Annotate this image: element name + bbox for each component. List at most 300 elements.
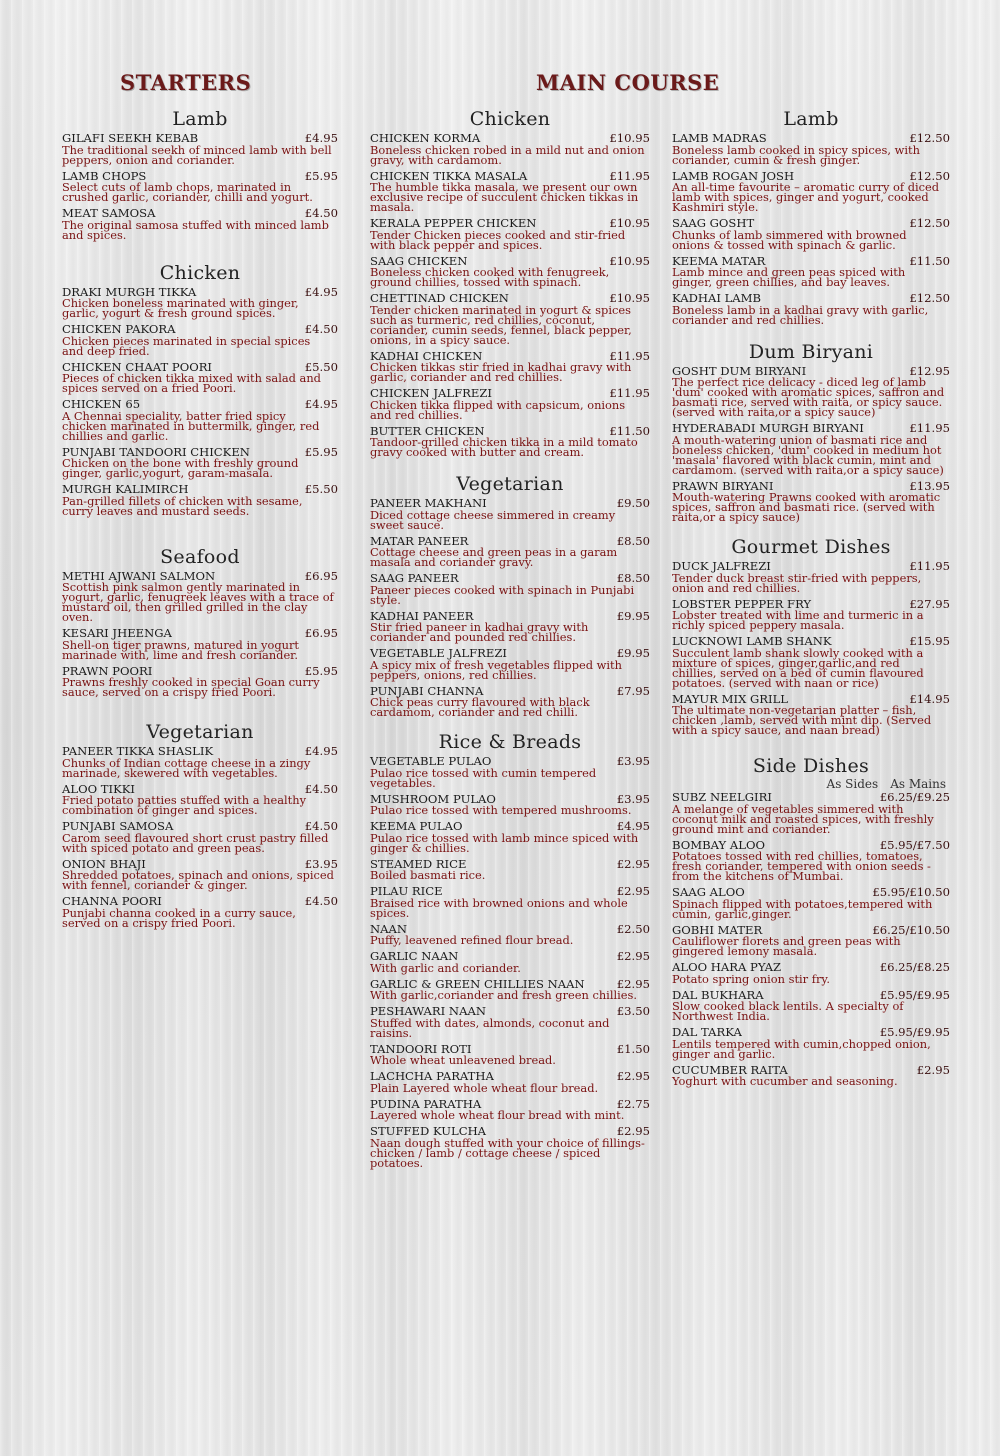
menu-item-description: Boneless lamb in a kadhai gravy with garlic, coriander and red chillies. [672,302,929,327]
menu-item-name: VEGETABLE JALFREZI [370,646,507,660]
menu-item-price: £4.50 [304,894,338,908]
menu-item [672,1064,950,1087]
menu-item [62,820,338,853]
menu-item [672,839,950,882]
menu-item [62,783,338,816]
starters-column [62,60,338,933]
menu-item-price: £4.95 [304,284,338,299]
menu-item-name: DAL TARKA [672,1025,742,1039]
menu-item-header [672,480,950,493]
menu-item-name: PUDINA PARATHA [370,1096,482,1111]
menu-item-header [370,350,650,363]
menu-item [672,217,950,250]
menu-item [62,170,338,203]
menu-item-price: £11.95 [609,168,650,183]
menu-item [672,560,950,593]
menu-item [370,350,650,383]
menu-item [672,365,950,418]
menu-item-name: KADHAI CHICKEN [370,348,483,363]
menu-item-header [370,978,650,991]
menu-item-name: PUNJABI SAMOSA [62,819,174,833]
menu-item-price: £15.95 [909,634,950,648]
menu-item [370,950,650,973]
menu-item-name: STEAMED RICE [370,856,467,871]
menu-item [370,425,650,458]
menu-item [672,791,950,834]
menu-item-description: Shredded potatoes, spinach and onions, spiced with fennel, coriander & ginger. [62,868,334,892]
menu-item-name: BUTTER CHICKEN [370,423,485,438]
menu-item-header [370,1043,650,1056]
menu-item-description: Boneless chicken cooked with fenugreek, ground chillies, tossed with spinach. [370,265,610,289]
menu-item-description: The ultimate non-vegetarian platter – fish, chicken ,lamb, served with mint dip. (Served with a spicy sauce, and naan bread) [672,703,932,737]
menu-item-header [370,387,650,400]
menu-item-header [370,610,650,623]
menu-item-header [62,745,338,758]
section-title: Lamb [172,108,228,130]
menu-item-name: PUNJABI TANDOORI CHICKEN [62,444,250,459]
menu-item-header [672,791,950,804]
menu-item-header [62,207,338,220]
menu-item-price: £10.95 [609,253,650,268]
menu-item-price: £13.95 [909,478,950,493]
menu-section-chicken [370,108,650,457]
menu-item [370,132,650,165]
menu-section-vegetarian [62,721,338,928]
section-price-columns [672,777,946,791]
menu-item-description: Tandoor-grilled chicken tikka in a mild tomato gravy cooked with butter and cream. [370,435,638,459]
menu-item-header [672,217,950,230]
menu-item-price: £2.75 [616,1096,650,1111]
menu-item-name: STUFFED KULCHA [370,1124,487,1138]
section-title: Side Dishes [752,755,870,777]
menu-item [370,217,650,250]
section-title: Chicken [159,261,241,284]
menu-item-description: Chicken pieces marinated in special spices and deep fried. [62,333,311,358]
menu-item [62,446,338,479]
menu-item-header [62,446,338,459]
menu-item-description: A Chennai speciality, batter fried spicy chicken marinated in buttermilk, ginger, red chillies and garlic. [62,408,320,443]
menu-item [62,483,338,516]
menu-item-header [672,839,950,852]
menu-section-chicken [62,262,338,516]
menu-item-name: SAAG GOSHT [672,216,755,230]
section-title: Lamb [783,108,839,130]
menu-item-header [62,132,338,145]
menu-item-description: Spinach flipped with potatoes,tempered with cumin, garlic,ginger. [672,896,933,921]
menu-item-description: Puffy, leavened refined flour bread. [370,933,574,947]
menu-item-price: £7.95 [616,683,650,698]
as-sides-label: As Sides [826,777,879,791]
menu-item-name: ALOO HARA PYAZ [672,960,782,974]
menu-item-header [62,627,338,640]
menu-item [672,255,950,288]
menu-item-price: £5.95 [304,663,338,678]
menu-item-price: £4.95 [304,744,338,758]
menu-item-name: BOMBAY ALOO [672,837,765,852]
menu-item-header [672,292,950,305]
menu-item-header [370,1005,650,1018]
menu-item-header [62,361,338,374]
menu-item-name: KESARI JHEENGA [62,626,172,640]
menu-item-header [672,961,950,974]
menu-item-name: CHICKEN JALFREZI [370,386,492,400]
menu-item-name: PILAU RICE [370,884,443,898]
menu-item-description: Shell-on tiger prawns, matured in yogurt marinade with, lime and fresh coriander. [62,637,299,662]
section-title: Seafood [160,545,240,568]
menu-item-price: £5.95 [304,168,338,183]
menu-item-header [370,497,650,510]
section-title: Gourmet Dishes [731,536,891,558]
menu-item [370,292,650,345]
menu-item [62,627,338,660]
menu-item-description: Diced cottage cheese simmered in creamy sweet sauce. [370,507,616,532]
menu-item [370,1043,650,1066]
menu-item [62,570,338,623]
menu-item-name: MATAR PANEER [370,533,469,548]
menu-item [672,170,950,213]
menu-item-price: £6.95 [304,626,338,640]
menu-item-price: £11.95 [609,386,650,400]
menu-item [672,693,950,736]
menu-item-description: Cauliflower florets and green peas with gingered lemony masala. [672,934,901,958]
menu-item-price: £9.95 [616,608,650,623]
menu-item-price: £9.95 [616,646,650,660]
menu-item-header [370,1070,650,1083]
menu-item-description: An all-time favourite – aromatic curry of diced lamb with spices, ginger and yogurt, cooked Kashmiri style. [672,180,940,214]
menu-item-name: SAAG CHICKEN [370,253,468,268]
menu-item-header [62,895,338,908]
menu-item-description: A melange of vegetables simmered with coconut milk and roasted spices, with freshly ground mint and coriander. [672,801,934,836]
menu-item-description: Chicken boneless marinated with ginger, garlic, yogurt & fresh ground spices. [62,296,299,320]
menu-item-header [62,820,338,833]
menu-item-description: Potatoes tossed with red chillies, tomatoes, fresh coriander, tempered with onion seeds - from the kitchens of Mumbai. [672,849,931,883]
menu-item-price: £2.95 [616,884,650,898]
menu-item-price: £11.50 [609,423,650,438]
menu-item [370,685,650,718]
menu-item-description: Scottish pink salmon gently marinated in yogurt, garlic, fenugreek leaves with a trace of mustard oil, then grilled grilled in the clay oven. [62,580,334,624]
menu-item-description: Boiled basmati rice. [370,868,486,882]
menu-item [370,820,650,853]
menu-item-name: GARLIC NAAN [370,949,459,963]
menu-item-name: PESHAWARI NAAN [370,1004,486,1018]
menu-item-price: £6.25/£9.25 [879,790,950,804]
menu-item [370,1070,650,1093]
section-title: Rice & Breads [438,731,582,753]
menu-item-description: Mouth-watering Prawns cooked with aromatic spices, saffron and basmati rice. (served with raita,or a spicy sauce) [672,490,941,524]
menu-item-name: MURGH KALIMIRCH [62,482,189,496]
menu-item-header [370,1098,650,1111]
menu-item-name: GILAFI SEEKH KEBAB [62,131,199,145]
menu-item-description: Lobster treated with lime and turmeric in a richly spiced peppery masala. [672,608,924,632]
menu-item-name: PANEER MAKHANI [370,496,487,510]
menu-item-price: £9.50 [616,496,650,510]
menu-item-description: Chicken on the bone with freshly ground ginger, garlic,yogurt, garam-masala. [62,456,299,480]
menu-item-header [370,885,650,898]
menu-item-header [672,1026,950,1039]
menu-item-name: PRAWN BIRYANI [672,478,774,493]
menu-item-description: Prawns freshly cooked in special Goan curry sauce, served on a crispy fried Poori. [62,675,320,699]
menu-item-header [370,950,650,963]
menu-item-description: Chick peas curry flavoured with black cardamom, coriander and red chilli. [370,695,590,719]
menu-item-price: £2.95 [616,976,650,991]
menu-item [672,480,950,523]
menu-item [672,961,950,984]
menu-section-lamb [672,108,950,325]
menu-item-header [62,398,338,411]
menu-item-description: Stuffed with dates, almonds, coconut and raisins. [370,1015,610,1040]
menu-item-price: £5.50 [304,359,338,374]
menu-section-vegetarian [370,473,650,717]
menu-item-name: GARLIC & GREEN CHILLIES NAAN [370,976,585,991]
menu-item-price: £3.95 [616,791,650,806]
menu-item-header [370,685,650,698]
menu-item-name: LAMB MADRAS [672,131,767,145]
menu-item-price: £5.95/£9.95 [879,987,950,1002]
menu-item [672,886,950,919]
menu-item-description: Boneless chicken robed in a mild nut and onion gravy, with cardamom. [370,142,645,167]
menu-item-price: £12.50 [909,216,950,230]
menu-item-header [672,132,950,145]
menu-item-price: £6.25/£10.50 [872,922,950,937]
menu-item-description: Pulao rice tossed with lamb mince spiced with ginger & chillies. [370,830,639,855]
menu-item-header [62,170,338,183]
menu-item-price: £4.95 [304,397,338,411]
menu-item-name: ALOO TIKKI [62,781,135,796]
menu-item-description: Pan-grilled fillets of chicken with sesame, curry leaves and mustard seeds. [62,493,303,518]
menu-item-header [370,1125,650,1138]
menu-item-description: Lentils tempered with cumin,chopped onion, ginger and garlic. [672,1036,931,1061]
menu-item-description: Boneless lamb cooked in spicy spices, with coriander, cumin & fresh ginger. [672,142,920,167]
menu-item-price: £4.50 [304,322,338,336]
menu-item-header [370,572,650,585]
menu-item-header [672,989,950,1002]
menu-item-name: CHICKEN KORMA [370,131,481,145]
menu-item-price: £11.95 [609,348,650,363]
menu-item-header [370,255,650,268]
menu-item-price: £10.95 [609,131,650,145]
menu-item-name: MAYUR MIX GRILL [672,691,788,706]
menu-item-name: CHICKEN TIKKA MASALA [370,168,528,183]
main-course-column-left [370,60,650,1173]
menu-item-price: £3.50 [616,1004,650,1018]
menu-item-header [672,886,950,899]
menu-item-description: The humble tikka masala, we present our own exclusive recipe of succulent chicken tikkas in masala. [370,180,639,214]
menu-item-description: Pulao rice tossed with tempered mushrooms. [370,803,632,817]
section-title: Dum Biryani [748,340,874,363]
menu-item-header [370,755,650,768]
menu-item-price: £4.50 [304,781,338,796]
menu-item [672,989,950,1022]
menu-item-description: Braised rice with browned onions and whole spices. [370,895,628,920]
menu-item [370,535,650,568]
menu-item-description: Yoghurt with cucumber and seasoning. [672,1074,898,1088]
menu-item-name: CHICKEN PAKORA [62,322,176,336]
menu-item-price: £12.50 [909,168,950,183]
menu-item-name: KEEMA PULAO [370,819,463,833]
menu-item-description: Paneer pieces cooked with spinach in Punjabi style. [370,582,635,607]
menu-item-name: SAAG PANEER [370,571,459,585]
section-title: Vegetarian [456,473,564,495]
menu-item-description: The traditional seekh of minced lamb with bell peppers, onion and coriander. [62,142,332,167]
menu-item-description: Slow cooked black lentils. A specialty of Northwest India. [672,999,904,1023]
menu-item [672,1026,950,1059]
menu-item-header [62,323,338,336]
menu-item-name: METHI AJWANI SALMON [62,568,216,583]
menu-item-name: LUCKNOWI LAMB SHANK [672,634,832,648]
menu-item-header [370,170,650,183]
menu-item-description: Cottage cheese and green peas in a garam masala and coriander gravy. [370,545,618,569]
menu-item-price: £27.95 [909,596,950,611]
menu-item [672,422,950,475]
menu-item-header [370,535,650,548]
menu-item-price: £11.95 [909,559,950,573]
section-title: Vegetarian [146,721,254,743]
menu-item-price: £8.50 [616,571,650,585]
menu-item-description: Punjabi channa cooked in a curry sauce, served on a crispy fried Poori. [62,905,296,930]
menu-item-name: VEGETABLE PULAO [370,754,492,768]
menu-item-name: MEAT SAMOSA [62,206,156,220]
menu-item-price: £2.95 [616,949,650,963]
menu-item-description: Chicken tikka flipped with capsicum, onions and red chillies. [370,397,626,422]
menu-item-name: GOBHI MATER [672,922,763,937]
menu-item-name: PRAWN POORI [62,663,153,678]
menu-item-name: MUSHROOM PULAO [370,791,496,806]
menu-item-price: £2.50 [616,921,650,936]
menu-item-header [62,483,338,496]
menu-section-seafood [62,546,338,698]
menu-item-description: Chunks of lamb simmered with browned onions & tossed with spinach & garlic. [672,227,907,252]
menu-item [62,207,338,240]
menu-item-description: Layered whole wheat flour bread with mint. [370,1108,625,1122]
menu-item [370,610,650,643]
menu-item-name: CHANNA POORI [62,894,162,908]
menu-item-price: £10.95 [609,291,650,305]
menu-item-header [370,292,650,305]
menu-item-name: TANDOORI ROTI [370,1041,472,1056]
menu-item [370,1098,650,1121]
menu-item-name: ONION BHAJI [62,856,146,871]
menu-section-lamb [62,108,338,240]
menu-item [672,635,950,688]
menu-item-header [62,286,338,299]
menu-item-price: £3.95 [304,856,338,871]
menu-item-description: Succulent lamb shank slowly cooked with a mixture of spices, ginger,garlic,and red chillies, served on a bed of cumin flavoured potatoes. (served with naan or rice) [672,645,924,690]
menu-item [62,323,338,356]
menu-item-price: £2.95 [616,1124,650,1138]
menu-item-header [370,425,650,438]
menu-item-description: Potato spring onion stir fry. [672,971,830,986]
menu-item-description: Pulao rice tossed with cumin tempered vegetables. [370,765,597,790]
menu-item-name: DUCK JALFREZI [672,559,771,573]
menu-item-price: £12.95 [909,363,950,378]
menu-item-price: £3.95 [616,754,650,768]
menu-item-price: £2.95 [616,1069,650,1083]
menu-item [370,572,650,605]
section-title: Chicken [469,108,551,130]
menu-item-price: £8.50 [616,533,650,548]
menu-item-description: Tender Chicken pieces cooked and stir-fried with black pepper and spices. [370,227,626,252]
menu-item-header [672,255,950,268]
menu-item [370,1125,650,1168]
menu-item-description: Chunks of Indian cottage cheese in a zingy marinade, skewered with vegetables. [62,755,311,780]
menu-item-name: GOSHT DUM BIRYANI [672,363,807,378]
menu-item-header [370,217,650,230]
menu-item-description: A mouth-watering union of basmati rice and boneless chicken, 'dum' cooked in medium hot 'masala' flavored with black cumin, mint and cardamom. (served with raita,or a spicy sauce) [672,432,944,477]
menu-item-description: Tender duck breast stir-fried with peppers, onion and red chillies. [672,570,922,595]
menu-item-description: Lamb mince and green peas spiced with ginger, green chillies, and bay leaves. [672,265,906,289]
menu-item-name: PUNJABI CHANNA [370,683,484,698]
menu-item-description: The perfect rice delicacy - diced leg of lamb 'dum' cooked with aromatic spices, saffron and basmati rice, served with raita, or spicy sauce. (served with raita,or a spicy sauce) [672,375,945,419]
menu-item-description: With garlic and coriander. [370,960,521,975]
menu-item-name: HYDERABADI MURGH BIRYANI [672,421,864,435]
menu-item [62,286,338,319]
menu-item [672,598,950,631]
menu-item [370,858,650,881]
menu-item-header [672,365,950,378]
menu-item-price: £5.95/£9.95 [879,1025,950,1039]
menu-item-description: Whole wheat unleavened bread. [370,1053,556,1067]
menu-item-header [370,923,650,936]
menu-item-header [672,924,950,937]
menu-item-header [672,170,950,183]
menu-item [62,895,338,928]
menu-item-price: £4.95 [304,131,338,145]
main-course-column-right [672,60,950,1091]
menu-item-header [370,647,650,660]
menu-item-name: NAAN [370,921,408,936]
menu-item-name: LAMB CHOPS [62,168,147,183]
menu-item [672,924,950,957]
as-mains-label: As Mains [890,777,946,791]
menu-item [62,665,338,698]
menu-item-description: Pieces of chicken tikka mixed with salad and spices served on a fried Poori. [62,371,321,395]
menu-item-description: The original samosa stuffed with minced lamb and spices. [62,217,329,242]
menu-item-description: With garlic,coriander and fresh green chillies. [370,988,637,1002]
menu-item [370,255,650,288]
menu-item-name: CHETTINAD CHICKEN [370,291,509,305]
menu-item-name: DRAKI MURGH TIKKA [62,284,197,299]
menu-item [62,858,338,891]
menu-item-header [62,783,338,796]
menu-item-name: CHICKEN 65 [62,397,141,411]
menu-item-name: DAL BUKHARA [672,987,764,1002]
menu-item-price: £6.25/£8.25 [879,960,950,974]
menu-item [672,132,950,165]
menu-item-description: Fried potato patties stuffed with a healthy combination of ginger and spices. [62,793,307,817]
menu-item-header [672,598,950,611]
menu-item [370,885,650,918]
menu-item-price: £2.95 [616,856,650,871]
menu-item-header [672,560,950,573]
menu-item-name: CUCUMBER RAITA [672,1062,788,1077]
menu-item-price: £5.50 [304,482,338,496]
menu-item-price: £6.95 [304,568,338,583]
menu-item [370,170,650,213]
menu-item [370,387,650,420]
menu-item [370,1005,650,1038]
menu-item-price: £2.95 [916,1062,950,1077]
menu-item-header [370,132,650,145]
menu-item-name: PANEER TIKKA SHASLIK [62,744,214,758]
main-course-heading: MAIN COURSE [536,70,720,95]
menu-item [370,497,650,530]
menu-item-price: £1.50 [616,1041,650,1056]
menu-section-rice-and-breads [370,731,650,1168]
menu-item-name: LACHCHA PARATHA [370,1069,494,1083]
menu-item-price: £4.50 [304,819,338,833]
menu-item-header [672,693,950,706]
menu-item-price: £5.95/£7.50 [879,837,950,852]
